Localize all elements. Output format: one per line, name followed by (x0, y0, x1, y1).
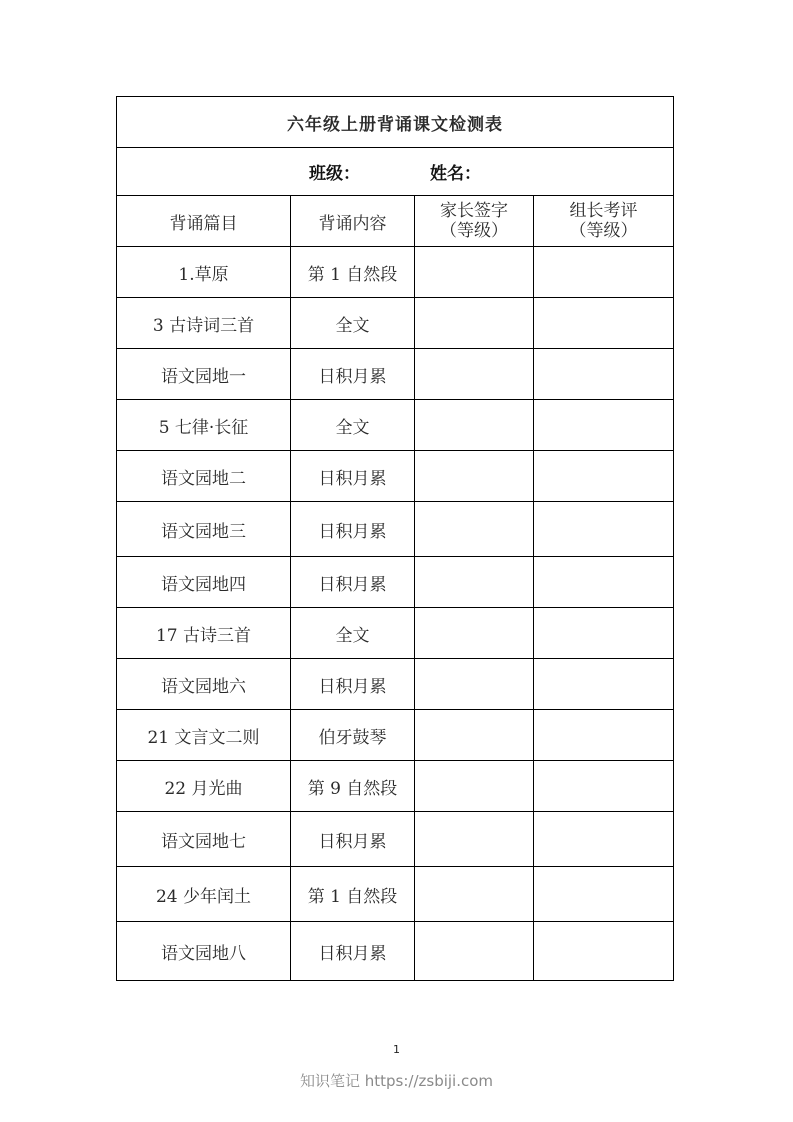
header-content: 背诵内容 (291, 196, 415, 247)
header-row (117, 196, 674, 247)
content-cell: 伯牙鼓琴 (291, 710, 415, 761)
header-leader-grade-label: （等级） (569, 221, 638, 241)
content-cell: 全文 (291, 608, 415, 659)
passage-cell: 3 古诗词三首 (117, 298, 291, 349)
leader-review-cell[interactable] (534, 659, 674, 710)
parent-sign-cell[interactable] (415, 761, 534, 812)
parent-sign-cell[interactable] (415, 812, 534, 867)
leader-review-cell[interactable] (534, 812, 674, 867)
content-cell: 日积月累 (291, 451, 415, 502)
leader-review-cell[interactable] (534, 451, 674, 502)
site-watermark: 知识笔记 https://zsbiji.com (299, 1072, 494, 1090)
content-cell: 第 1 自然段 (291, 247, 415, 298)
header-parent-sign (415, 196, 534, 247)
leader-review-cell[interactable] (534, 867, 674, 922)
content-cell: 日积月累 (291, 659, 415, 710)
table-row (117, 247, 674, 298)
table-title: 六年级上册背诵课文检测表 (117, 97, 674, 148)
leader-review-cell[interactable] (534, 557, 674, 608)
header-leader-review-label: 组长考评 (569, 201, 638, 221)
parent-sign-cell[interactable] (415, 922, 534, 981)
passage-cell: 语文园地一 (117, 349, 291, 400)
passage-cell: 语文园地四 (117, 557, 291, 608)
content-cell: 第 1 自然段 (291, 867, 415, 922)
parent-sign-cell[interactable] (415, 608, 534, 659)
content-cell: 日积月累 (291, 557, 415, 608)
header-leader-review (534, 196, 674, 247)
content-cell: 全文 (291, 400, 415, 451)
table-row (117, 761, 674, 812)
leader-review-cell[interactable] (534, 922, 674, 981)
name-label: 姓名： (430, 164, 481, 184)
passage-cell: 语文园地七 (117, 812, 291, 867)
table-row (117, 659, 674, 710)
parent-sign-cell[interactable] (415, 400, 534, 451)
parent-sign-cell[interactable] (415, 451, 534, 502)
passage-cell: 语文园地三 (117, 502, 291, 557)
parent-sign-cell[interactable] (415, 247, 534, 298)
passage-cell: 24 少年闰土 (117, 867, 291, 922)
content-cell: 日积月累 (291, 922, 415, 981)
passage-cell: 5 七律·长征 (117, 400, 291, 451)
passage-cell: 17 古诗三首 (117, 608, 291, 659)
table-row (117, 400, 674, 451)
table-row (117, 922, 674, 981)
leader-review-cell[interactable] (534, 502, 674, 557)
leader-review-cell[interactable] (534, 710, 674, 761)
content-cell: 日积月累 (291, 812, 415, 867)
parent-sign-cell[interactable] (415, 298, 534, 349)
table-row (117, 451, 674, 502)
table-row (117, 298, 674, 349)
header-passage: 背诵篇目 (117, 196, 291, 247)
content-cell: 第 9 自然段 (291, 761, 415, 812)
passage-cell: 语文园地六 (117, 659, 291, 710)
parent-sign-cell[interactable] (415, 557, 534, 608)
table-row (117, 502, 674, 557)
class-name-row (117, 148, 674, 196)
leader-review-cell[interactable] (534, 400, 674, 451)
title-row (117, 97, 674, 148)
parent-sign-cell[interactable] (415, 659, 534, 710)
table-row (117, 557, 674, 608)
table-row (117, 349, 674, 400)
passage-cell: 22 月光曲 (117, 761, 291, 812)
leader-review-cell[interactable] (534, 761, 674, 812)
passage-cell: 1.草原 (117, 247, 291, 298)
page-number: 1 (393, 1043, 400, 1056)
parent-sign-cell[interactable] (415, 867, 534, 922)
leader-review-cell[interactable] (534, 247, 674, 298)
leader-review-cell[interactable] (534, 349, 674, 400)
header-parent-grade-label: （等级） (440, 221, 508, 241)
parent-sign-cell[interactable] (415, 502, 534, 557)
content-cell: 全文 (291, 298, 415, 349)
table-row (117, 710, 674, 761)
parent-sign-cell[interactable] (415, 349, 534, 400)
content-cell: 日积月累 (291, 349, 415, 400)
header-parent-sign-label: 家长签字 (440, 201, 508, 221)
table-row (117, 608, 674, 659)
table-row (117, 812, 674, 867)
passage-cell: 语文园地八 (117, 922, 291, 981)
passage-cell: 语文园地二 (117, 451, 291, 502)
class-label: 班级： (309, 164, 360, 184)
parent-sign-cell[interactable] (415, 710, 534, 761)
passage-cell: 21 文言文二则 (117, 710, 291, 761)
class-name-cell (117, 148, 674, 196)
recitation-check-table (116, 96, 674, 981)
content-cell: 日积月累 (291, 502, 415, 557)
leader-review-cell[interactable] (534, 608, 674, 659)
leader-review-cell[interactable] (534, 298, 674, 349)
table-row (117, 867, 674, 922)
